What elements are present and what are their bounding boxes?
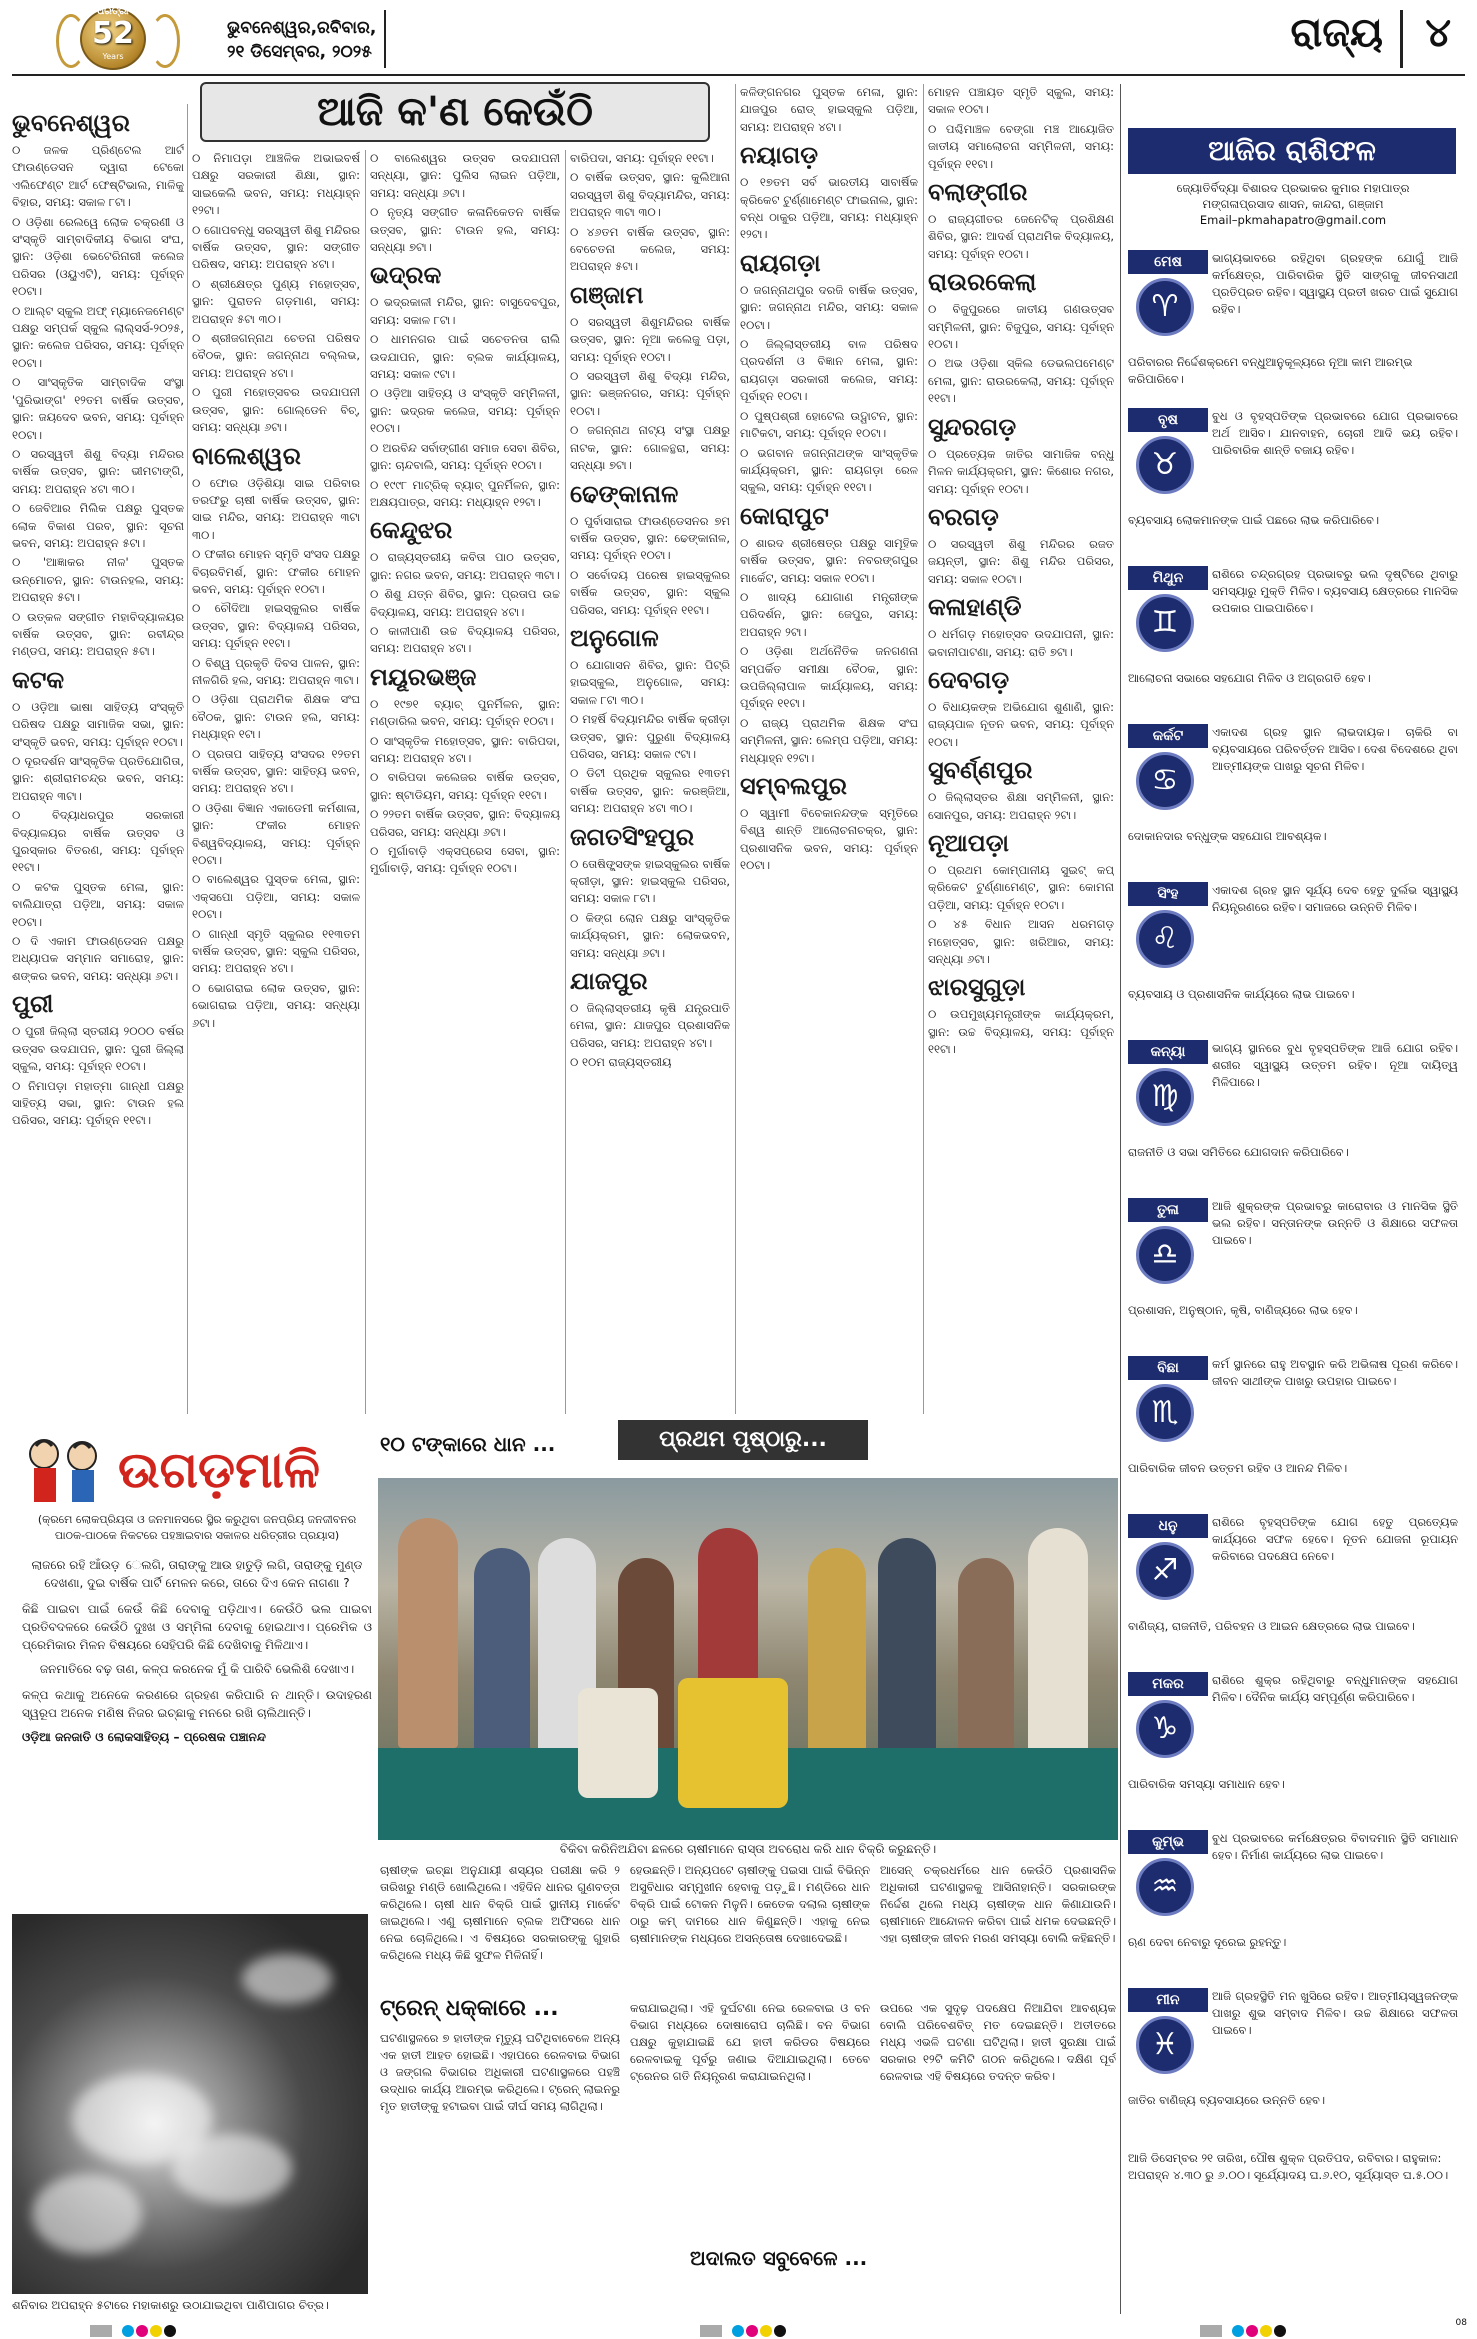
event-item: ୦ ଶାରଦ ଶ୍ରୀଷେତ୍ର ପକ୍ଷରୁ ସାମୂହିକ ବାର୍ଷିକ ଉତ୍ସବ, ସ୍ଥାନ: ନବରଙ୍ଗପୁର ମାର୍କେଟ, ସମୟ: ସକାଳ ୧୦ଟା। [740,535,918,585]
train-story-col-2: କରାଯାଇଥିଲା। ଏହି ଦୁର୍ଘଟଣା ନେଇ ରେଳବାଇ ଓ ବନ ବିଭାଗ ମଧ୍ୟରେ ଦୋଷାରୋପ ଚାଲିଛି। ବନ ବିଭାଗ ପକ୍ଷରୁ କୁହାଯାଇଛି ଯେ ହାତୀ କରିଡର ବିଷୟରେ ରେଳବାଇକୁ ପୂର୍ବରୁ ଜଣାଇ ଦିଆଯାଇଥିଲା। ତେବେ ଟ୍ରେନର ଗତି ନିୟନ୍ତ୍ରଣ କରାଯାଇନଥିଲା। [630,2001,870,2083]
cloud-mass [242,1954,332,2004]
column-rule [365,150,366,1414]
city-heading: ନୟାଗଡ଼ [740,141,819,170]
masthead [12,4,1465,76]
event-item: ୦ ଯୋଗାସନ ଶିବିର, ସ୍ଥାନ: ପିଟ୍ରି ହାଇସ୍କୁଲ, ଅନୁଗୋଳ, ସମୟ: ସକାଳ ୮ଟା ୩୦। [570,657,730,707]
city-heading: କଟକ [12,665,65,694]
event-item: ବାରିପଦା, ସମୟ: ପୂର୍ବାହ୍ନ ୧୧ଟା। [570,151,714,165]
laurel-right [150,14,180,68]
event-item: ୦ ୧୯୯୮ ମାଟ୍ରିକ୍ ବ୍ୟାଚ୍ ପୁନର୍ମିଳନ, ସ୍ଥାନ: ଅକ୍ଷୟପାତ୍ର, ସମୟ: ମଧ୍ୟାହ୍ନ ୧୨ଟା। [370,477,560,509]
poem-verse: ଜନମାତିରେ ବଢ଼ ତାଣ, କଳ୍ପ କରନେକ ମୁଁ କି ପାରିବି ଭେଲିଶି ଦେଖାଏ। [39,1662,355,1676]
event-item: ୦ ଶିଶୁ ଯତ୍ନ ଶିବିର, ସ୍ଥାନ: ପ୍ରତାପ ଉଚ୍ଚ ବିଦ୍ୟାଳୟ, ସମୟ: ଅପରାହ୍ନ ୪ଟା। [370,587,560,619]
zodiac-icon: ♏ [1136,1384,1194,1442]
event-item: ୦ ଗୋପବନ୍ଧୁ ସରସ୍ୱତୀ ଶିଶୁ ମନ୍ଦିରର ବାର୍ଷିକ ଉତ୍ସବ, ସ୍ଥାନ: ସଙ୍ଗୀତ ପରିଷଦ, ସମୟ: ଅପରାହ୍ନ ୪ଟା। [192,222,360,272]
event-item: ୦ ପୁରୀ ମହୋତ୍ସବର ଉଦଯାପନୀ ଉତ୍ସବ, ସ୍ଥାନ: ଗୋଲ୍ଡେନ ବିଚ୍, ସମୟ: ସନ୍ଧ୍ୟା ୬ଟା। [192,385,360,435]
almanac-footer: ଆଜି ଡିସେମ୍ବର ୨୧ ତାରିଖ, ପୌଷ ଶୁକ୍ଳ ପ୍ରତିପଦ, ରବିବାର। ରାହୁକାଳ: ଅପରାହ୍ନ ୪.୩୦ ରୁ ୬.୦୦। ସୂର୍ଯ୍ୟୋଦୟ ଘ.୬.୧୦, ସୂର୍ଯ୍ୟାସ୍ତ ଘ.୫.୦୦। [1128,2151,1449,2182]
sign-reading: ବୁଧ ଓ ବୃହସ୍ପତିଙ୍କ ପ୍ରଭାବରେ ଯୋଗ ପ୍ରଭାବରେ ଅର୍ଥ ଆସିବ। ଯାନବାହନ, ଚୋରୀ ଆଦି ଭୟ ରହିବ। ପାରିବାରିକ ଶାନ୍ତି ବଜାୟ ରହିବ। [1212,409,1458,457]
event-item: ୦ ଶ୍ରୀକ୍ଷେତ୍ର ପୁଣ୍ୟ ମହୋତ୍ସବ, ସ୍ଥାନ: ପୁରାତନ ଗଡ଼ମାଣ, ସମୟ: ଅପରାହ୍ନ ୫ଟା ୩୦। [192,276,360,326]
city-heading: ଭଦ୍ରକ [370,261,442,290]
event-item: ୦ ନୃତ୍ୟ ସଙ୍ଗୀତ କଳାନିକେତନ ବାର୍ଷିକ ଉତ୍ସବ, ସ୍ଥାନ: ଟାଉନ ହଲ, ସମୟ: ସନ୍ଧ୍ୟା ୭ଟା। [370,205,560,255]
event-item: ୦ ନିମାପଡ଼ା ଆଞ୍ଚଳିକ ଅଭାଇବର୍ଷ ପକ୍ଷରୁ ସରକାରୀ ଶିକ୍ଷା, ସ୍ଥାନ: ସାଇକେଲି ଭବନ, ସମୟ: ମଧ୍ୟାହ୍ନ ୧୨ଟା। [192,151,360,218]
event-item: ୦ ପ୍ରତାପ ସାହିତ୍ୟ ସଂସଦର ୧୨ତମ ବାର୍ଷିକ ଉତ୍ସବ, ସ୍ଥାନ: ସାହିତ୍ୟ ଭବନ, ସମୟ: ଅପରାହ୍ନ ୪ଟା। [192,746,360,796]
zodiac-icon: ♎ [1136,1226,1194,1284]
city-heading: ଜଗତସିଂହପୁର [570,822,695,851]
event-item: ୦ ବାରିପଦା କଲେଜର ବାର୍ଷିକ ଉତ୍ସବ, ସ୍ଥାନ: ଷ୍ଟାଡିୟମ, ସମୟ: ପୂର୍ବାହ୍ନ ୧୧ଟା। [370,770,560,802]
event-item: ୦ ଧର୍ମଗଡ଼ ମହୋତ୍ସବ ଉଦଯାପନୀ, ସ୍ଥାନ: ଭବାନୀପାଟଣା, ସମୟ: ରାତି ୭ଟା। [928,627,1114,659]
event-item: ୦ ରାଜ୍ୟଗୀତର ଜେନେଟିକ୍ ପ୍ରଶିକ୍ଷଣ ଶିବିର, ସ୍ଥାନ: ଆଦର୍ଶ ପ୍ରାଥମିକ ବିଦ୍ୟାଳୟ, ସମୟ: ପୂର୍ବାହ୍ନ ୧୦ଟା। [928,212,1114,261]
print-page-number: 08 [1455,2318,1467,2328]
horoscope-sign [1128,1356,1460,1496]
events-column-6 [928,84,1114,1414]
train-story-col-1: ଘଟଣାସ୍ଥଳରେ ୭ ହାତୀଙ୍କ ମୃତ୍ୟୁ ଘଟିଥିବାବେଳେ ଅନ୍ୟ ଏକ ହାତୀ ଆହତ ହୋଇଛି। ଏହାପରେ ରେଳବାଇ ବିଭାଗ ଓ ଜଙ୍ଗଲ ବିଭାଗର ଅଧିକାରୀ ଘଟଣାସ୍ଥଳରେ ପହଞ୍ଚି ଉଦ୍ଧାର କାର୍ଯ୍ୟ ଆରମ୍ଭ କରିଥିଲେ। ଟ୍ରେନ୍ ଲାଇନରୁ ମୃତ ହାତୀଙ୍କୁ ହଟାଇବା ପାଇଁ ଦୀର୍ଘ ସମୟ ଲାଗିଥିଲା। [380,2031,620,2113]
sign-reading: ବୁଧ ପ୍ରଭାବରେ କର୍ମକ୍ଷେତ୍ରର ବିବାଦମାନ ସ୍ଥିତି ସମାଧାନ ହେବ। ନିର୍ମାଣ କାର୍ଯ୍ୟରେ ଲାଭ ପାଇବେ। [1212,1831,1458,1862]
sign-label: ସିଂହ [1128,882,1208,906]
city-heading: ବାଲେଶ୍ୱର [192,441,301,470]
events-column-3 [370,150,560,1414]
sign-reading-extra: ପାରିବାରିକ ସମସ୍ୟା ସମାଧାନ ହେବ। [1128,1777,1285,1791]
zodiac-icon: ♈ [1136,278,1194,336]
horoscope-sign [1128,250,1460,390]
column-rule [187,104,188,1414]
sign-reading: ଆଜି ଗ୍ରହସ୍ଥିତି ମନ ଖୁସିରେ ରହିବ। ଆତ୍ମୀୟସ୍ୱଜନଙ୍କ ପାଖରୁ ଶୁଭ ସମ୍ବାଦ ମିଳିବ। ଉଚ୍ଚ ଶିକ୍ଷାରେ ସଫଳତା ପାଇବେ। [1212,1989,1458,2037]
event-item: ୦ ୧୯୭୧ ବ୍ୟାଚ୍ ପୁନର୍ମିଳନ, ସ୍ଥାନ: ମଣ୍ଡାରିଲ ଭବନ, ସମୟ: ପୂର୍ବାହ୍ନ ୧୦ଟା। [370,696,560,729]
horoscope-sign [1128,1514,1460,1654]
sign-reading-extra: ଦୋକାନଦାର ବନ୍ଧୁଙ୍କ ସହଯୋଗ ଆବଶ୍ୟକ। [1128,829,1327,843]
event-item: ୦ ଓଡ଼ିଶା ଅର୍ଥନୈତିକ ଜନଗଣନା ସମ୍ପର୍କିତ ସମୀକ୍ଷା ବୈଠକ, ସ୍ଥାନ: ଉପଜିଲ୍ଲାପାଳ କାର୍ଯ୍ୟାଳୟ, ସମୟ: ପୂର୍ବାହ୍ନ ୧୧ଟା। [740,644,918,711]
event-item: ୦ ଓଡ଼ିଆ ସାହିତ୍ୟ ଓ ସଂସ୍କୃତି ସମ୍ମିଳନୀ, ସ୍ଥାନ: ଭଦ୍ରକ କଲେଜ, ସମୟ: ପୂର୍ବାହ୍ନ ୧୦ଟା। [370,386,560,436]
event-item: ୦ ଭଦ୍ରକାଳୀ ମନ୍ଦିର, ସ୍ଥାନ: ବାସୁଦେବପୁର, ସମୟ: ସକାଳ ୮ଟା। [370,295,560,327]
paddy-sack [578,1688,658,1798]
person [398,1518,458,1748]
person [808,1548,866,1758]
event-item: ୦ ପୁର୍ବାସାରାଇ ଫାଉଣ୍ଡେସନର ୭ମ ବାର୍ଷିକ ଉତ୍ସବ, ସ୍ଥାନ: ଢେଙ୍କାନାଳ, ସମୟ: ପୂର୍ବାହ୍ନ ୧୦ଟା। [570,513,730,563]
prose-paragraph: କିଛି ପାଇବା ପାଇଁ କେଉଁ କିଛି ଦେବାକୁ ପଡ଼ିଥାଏ। କେଉଁଠି ଭଲ ପାଇବା ପ୍ରତିବଦଳରେ କେଉଁଠି ଦୁଃଖ ଓ ସମ୍ମିଳା ଦେବାକୁ ହୋଇଥାଏ। ପ୍ରେମିକ ଓ ପ୍ରେମିକାର ମିଳନ ବିଷୟରେ ସେହିପରି କିଛି ଦେଖିବାକୁ ମିଳିଥାଏ। [22,1602,372,1652]
person [958,1558,1014,1758]
paddy-sack [678,1678,788,1808]
event-item: ୦ ୨୨ତମ ବାର୍ଷିକ ଉତ୍ସବ, ସ୍ଥାନ: ବିଦ୍ୟାଳୟ ପରିସର, ସମୟ: ସନ୍ଧ୍ୟା ୬ଟା। [370,807,560,839]
event-item: ୦ ବିଜୁପୁରରେ ଜାତୀୟ ଗଣଉତ୍ସବ ସମ୍ମିଳନୀ, ସ୍ଥାନ: ବିଜୁପୁର, ସମୟ: ପୂର୍ବାହ୍ନ ୧୦ଟା। [928,302,1114,352]
event-item: ୦ ଓଡ଼ିଶା ରେଲୱେ ଲୋକ ଚକ୍ରଣୀ ଓ ସଂସ୍କୃତି ସାମ୍ବାଦିକୀୟ ବିଭାଗ ସଂଘ, ସ୍ଥାନ: ଓଡ଼ିଶା ଭେଟେରିନାରୀ କଲେଜ ପରିସର (ଓୟୁଏଟି), ସମୟ: ପୂର୍ବାହ୍ନ ୧୦ଟା। [12,214,184,299]
zodiac-icon: ♐ [1136,1542,1194,1600]
event-item: ୦ ଖାଦ୍ୟ ଯୋଗାଣ ମନ୍ତ୍ରୀଙ୍କ ପରିଦର୍ଶନ, ସ୍ଥାନ: ଜେପୁର, ସମୟ: ଅପରାହ୍ନ ୨ଟା। [740,589,918,639]
city-heading: ଭୁବନେଶ୍ୱର [12,109,130,137]
event-item: ୦ ଫକୀର ମୋହନ ସ୍ମୃତି ସଂସଦ ପକ୍ଷରୁ ବିଚାରବିମର୍ଶ, ସ୍ଥାନ: ଫକୀର ମୋହନ ଭବନ, ସମୟ: ପୂର୍ବାହ୍ନ ୧୦ଟା। [192,547,360,596]
brand-name: ଧରିତ୍ରୀ [97,6,129,17]
paddy-story-col-3: ଆସେନ୍ ଚକ୍ରଧର୍ମରେ ଧାନ କେଉଁଠି ପ୍ରଶାସନିକ ଅଧିକାରୀ ଘଟଣାସ୍ଥଳକୁ ଆସିନାହାନ୍ତି। ସରକାରଙ୍କ ନିର୍ଦ୍ଦେଶ ଥିଲେ ମଧ୍ୟ ଚାଷୀଙ୍କ ଧାନ କିଣାଯାଉନି। ଚାଷୀମାନେ ଆନ୍ଦୋଳନ କରିବା ପାଇଁ ଧମକ ଦେଇଛନ୍ତି। ଏହା ଚାଷୀଙ୍କ ଜୀବନ ମରଣ ସମସ୍ୟା ବୋଲି କହିଛନ୍ତି। [880,1863,1116,1945]
horoscope-sign [1128,408,1460,548]
event-item: ୦ ସରସ୍ୱତୀ ଶିଶୁ ବିଦ୍ୟା ମନ୍ଦିରର ବାର୍ଷିକ ଉତ୍ସବ, ସ୍ଥାନ: ଭୀମଟାଙ୍ଗି, ସମୟ: ଅପରାହ୍ନ ୪ଟା ୩୦। [12,446,184,496]
city-heading: ପୁରୀ [12,990,54,1019]
sign-label: ବୃଷ [1128,408,1208,432]
horoscope-sign [1128,566,1460,706]
city-heading: କେନ୍ଦୁଝର [370,516,453,545]
horoscope-sign [1128,1830,1460,1970]
author-email: Email–pkmahapatro@gmail.com [1199,213,1387,227]
event-item: ୦ ୧୭ତମ ସର୍ବ ଭାରତୀୟ ସାବାର୍ଷିକ କ୍ରିକେଟ ଟୁର୍ଣ୍ଣାମେଣ୍ଟ ଫାଇନାଲ, ସ୍ଥାନ: ବନ୍ଧ ଠାକୁର ପଡ଼ିଆ, ସମୟ: ମଧ୍ୟାହ୍ନ ୧୨ଟା। [740,175,918,242]
sign-reading-extra: ଆଲୋଚନା ସଭାରେ ସହଯୋଗ ମିଳିବ ଓ ଅଗ୍ରଗତି ହେବ। [1128,671,1371,685]
sign-reading: ରାଶିରେ ଚନ୍ଦ୍ରଗ୍ରହ ପ୍ରଭାବରୁ ଭଲ ଦୃଷ୍ଟିରେ ଥିବାରୁ ସମସ୍ୟାରୁ ମୁକ୍ତି ମିଳିବ। ବ୍ୟବସାୟ କ୍ଷେତ୍ରରେ ମାନସିକ ଉପକାର ପାଇପାରିବେ। [1212,567,1458,615]
city-heading: ଦେବଗଡ଼ [928,665,1010,694]
dateline-place-day: ଭୁବନେଶ୍ୱର,ରବିବାର, [227,18,377,38]
farmers-paddy-photo [378,1478,1118,1840]
event-item: ୦ ବାଲେଶ୍ୱର ଉତ୍ସବ ଉଦଯାପନୀ ସନ୍ଧ୍ୟା, ସ୍ଥାନ: ପୁଲିସ ଲାଇନ ପଡ଼ିଆ, ସମୟ: ସନ୍ଧ୍ୟା ୬ଟା। [370,151,560,200]
event-item: ୦ ଜଗନ୍ନାଥପୁର ଦରଜି ବାର୍ଷିକ ଉତ୍ସବ, ସ୍ଥାନ: ଜଗନ୍ନାଥ ମନ୍ଦିର, ସମୟ: ସକାଳ ୧୦ଟା। [740,282,918,332]
sign-reading: ଭାଗ୍ୟଭାବରେ ରହିଥିବା ଗ୍ରହଙ୍କ ଯୋଗୁଁ ଆଜି କର୍ମକ୍ଷେତ୍ର, ପାରିବାରିକ ସ୍ଥିତି ସାଙ୍ଗକୁ ଜୀବନସାଥୀ ପ୍ରତିପ୍ରତ ରହିବ। ସ୍ୱାସ୍ଥ୍ୟ ପ୍ରତୀ ଖରଚ ପାଇଁ ସୁଯୋଗ ରହିବ। [1212,251,1458,316]
event-item: ୦ ମୁର୍ଗାବାଡ଼ି ଏକ୍ସପ୍ରେସ ସେବା, ସ୍ଥାନ: ମୁର୍ଗାବାଡ଼ି, ସମୟ: ପୂର୍ବାହ୍ନ ୧୦ଟା। [370,844,560,876]
event-item: ୦ ୧୦ମ ରାଜ୍ୟସ୍ତରୀୟ [570,1055,672,1070]
event-item: ୦ ମହର୍ଷି ବିଦ୍ୟାମନ୍ଦିର ବାର୍ଷିକ କ୍ରୀଡ଼ା ଉତ୍ସବ, ସ୍ଥାନ: ପୁରୁଣା ବିଦ୍ୟାଳୟ ପରିସର, ସମୟ: ସକାଳ ୯ଟା। [570,712,730,761]
event-item: ୦ ରାଜ୍ୟ ପ୍ରାଥମିକ ଶିକ୍ଷକ ସଂଘ ସମ୍ମିଳନୀ, ସ୍ଥାନ: ଲେମ୍ପ ପଡ଼ିଆ, ସମୟ: ମଧ୍ୟାହ୍ନ ୧୨ଟା। [740,715,918,765]
sign-reading-extra: ପାରିବାରିକ ଜୀବନ ଉତ୍ତମ ରହିବ ଓ ଆନନ୍ଦ ମିଳିବ। [1128,1461,1348,1475]
train-story-col-3: ଉପରେ ଏକ ସୁଦୃଢ଼ ପଦକ୍ଷେପ ନିଆଯିବା ଆବଶ୍ୟକ ବୋଲି ପରିବେଶବିତ୍ ମତ ଦେଇଛନ୍ତି। ଅତୀତରେ ମଧ୍ୟ ଏଭଳି ଘଟଣା ଘଟିଥିଲା। ହାତୀ ସୁରକ୍ଷା ପାଇଁ ସରକାର ୧୨ଟି କମିଟି ଗଠନ କରିଥିଲେ। ଦକ୍ଷିଣ ପୂର୍ବ ରେଳବାଇ ଏହି ବିଷୟରେ ତଦନ୍ତ କରିବ। [880,2001,1116,2083]
event-item: ୦ ଦୂରଦର୍ଶନ ସାଂସ୍କୃତିକ ପ୍ରତିଯୋଗିତା, ସ୍ଥାନ: ଶ୍ରୀରାମଚନ୍ଦ୍ର ଭବନ, ସମୟ: ଅପରାହ୍ନ ୩ଟା। [12,754,184,803]
sign-label: କୁମ୍ଭ [1128,1830,1208,1854]
event-item: ୦ ସାଂସ୍କୃତିକ ମହୋତ୍ସବ, ସ୍ଥାନ: ବାରିପଦା, ସମୟ: ଅପରାହ୍ନ ୪ଟା। [370,733,560,765]
city-heading: ଢେଙ୍କାନାଳ [570,479,679,508]
zodiac-icon: ♓ [1136,2016,1194,2074]
person [698,1528,758,1688]
events-column-2 [192,150,360,1414]
event-item: ୦ ୪୫ ବିଧାନ ଆସନ ଧରମଗଡ଼ ମହୋତ୍ସବ, ସ୍ଥାନ: ଖରିଆର, ସମୟ: ସନ୍ଧ୍ୟା ୬ଟା। [928,917,1114,966]
divider [384,10,386,68]
author-address: ମଙ୍ଗଳାପ୍ରସାଦ ଶାସନ, କାନ୍ଦରା, ଗଞ୍ଜାମ [1202,197,1384,211]
event-item: ୦ ବିଦ୍ୟାଧରପୁର ସରକାରୀ ବିଦ୍ୟାଳୟର ବାର୍ଷିକ ଉତ୍ସବ ଓ ପୁରସ୍କାର ବିତରଣ, ସମୟ: ପୂର୍ବାହ୍ନ ୧୧ଟା। [12,808,184,875]
sign-label: ଧନୁ [1128,1514,1208,1538]
city-heading: ନୂଆପଡ଼ା [928,828,1009,857]
person [1028,1528,1088,1758]
event-item: ୦ ସ୍ୱାମୀ ବିବେକାନନ୍ଦଙ୍କ ସ୍ମୃତିରେ ବିଶ୍ୱ ଶାନ୍ତି ଆଲୋଚନାଚକ୍ର, ସ୍ଥାନ: ପ୍ରଶାସନିକ ଭବନ, ସମୟ: ପୂର୍ବାହ୍ନ ୧୦ଟା। [740,806,918,873]
event-item: ୦ କିଙ୍ଗ ଲୋନ ପକ୍ଷରୁ ସାଂସ୍କୃତିକ କାର୍ଯ୍ୟକ୍ରମ, ସ୍ଥାନ: ଲୋକଭବନ, ସମୟ: ସନ୍ଧ୍ୟା ୬ଟା। [570,910,730,960]
sign-label: କନ୍ୟା [1128,1040,1208,1064]
city-heading: କଳାହାଣ୍ଡି [928,593,1022,622]
sign-reading: ରାଶିରେ ବୃହସ୍ପତିଙ୍କ ଯୋଗ ହେତୁ ପ୍ରତ୍ୟେକ କାର୍ଯ୍ୟରେ ସଫଳ ହେବେ। ନୂତନ ଯୋଜନା ରୂପାୟନ କରିବାରେ ପଦକ୍ଷେପ ନେବେ। [1212,1515,1458,1563]
newspaper-logo [42,6,192,72]
events-column-4 [570,150,730,1414]
cloud-mass [172,2134,292,2204]
sign-reading-extra: ପ୍ରଶାସନ, ଅନୁଷ୍ଠାନ, କୃଷି, ବାଣିଜ୍ୟରେ ଲାଭ ହେବ। [1128,1303,1358,1317]
sign-reading-extra: ବାଣିଜ୍ୟ, ରାଜନୀତି, ପରିବହନ ଓ ଆଇନ କ୍ଷେତ୍ରରେ ଲାଭ ପାଇବେ। [1128,1619,1415,1633]
event-item: ୦ ଆଲ୍ଟ ସ୍କୁଲ ଅଫ୍ ମ୍ୟାନେଜମେଣ୍ଟ ପକ୍ଷରୁ ସମ୍ପର୍କ ସ୍କୁଲ ଲାଲ୍ସର୍ସ-୨୦୨୫, ସ୍ଥାନ: କଲେଜ ପରିସର, ସମୟ: ପୂର୍ବାହ୍ନ ୧୦ଟା। [12,303,184,370]
event-item: ୦ କଟକ ପୁସ୍ତକ ମେଳା, ସ୍ଥାନ: ବାଲିଯାତ୍ରା ପଡ଼ିଆ, ସମୟ: ସକାଳ ୧୦ଟା। [12,879,184,929]
sign-label: ତୁଳା [1128,1198,1208,1222]
event-item: ୦ ଚୌଦିଆ ହାଇସ୍କୁଲର ବାର୍ଷିକ ଉତ୍ସବ, ସ୍ଥାନ: ବିଦ୍ୟାଳୟ ପରିସର, ସମୟ: ପୂର୍ବାହ୍ନ ୧୧ଟା। [192,601,360,651]
event-item: ୦ ସର୍ବୋଦୟ ପରେଷ ହାଇସ୍କୁଲର ବାର୍ଷିକ ଉତ୍ସବ, ସ୍ଥାନ: ସ୍କୁଲ ପରିସର, ସମୟ: ପୂର୍ବାହ୍ନ ୧୧ଟା। [570,567,730,617]
dateline [227,16,376,64]
event-item: ୦ ପ୍ରତ୍ୟେକ ଜାତିର ସାମାଜିକ ବନ୍ଧୁ ମିଳନ କାର୍ଯ୍ୟକ୍ରମ, ସ୍ଥାନ: କିଶୋର ନଗର, ସମୟ: ପୂର୍ବାହ୍ନ ୧୦ଟା। [928,446,1114,496]
author-name: ଜ୍ୟୋତିର୍ବିଦ୍ୟା ବିଶାରଦ ପ୍ରଭାକର କୁମାର ମହାପାତ୍ର [1176,181,1410,195]
event-item: ୦ ପଶ୍ଚିମାଞ୍ଚଳ ବେଙ୍ଗା ମଞ୍ଚ ଆୟୋଜିତ ଜାତୀୟ ସମାଲୋଚନା ସମ୍ମିଳନୀ, ସମୟ: ପୂର୍ବାହ୍ନ ୧୧ଟା। [928,121,1114,171]
event-item: ୦ ସରସ୍ୱତୀ ଶିଶୁ ବିଦ୍ୟା ମନ୍ଦିର, ସ୍ଥାନ: ଭଞ୍ଜନଗର, ସମୟ: ପୂର୍ବାହ୍ନ ୧୦ଟା। [570,369,730,418]
years-label: Years [102,52,124,61]
event-item: ୦ ଗାନ୍ଧୀ ସ୍ମୃତି ସ୍କୁଲର ୧୧୩ତମ ବାର୍ଷିକ ଉତ୍ସବ, ସ୍ଥାନ: ସ୍କୁଲ ପରିସର, ସମୟ: ଅପରାହ୍ନ ୪ଟା। [192,926,360,976]
event-item: ୦ ଉତ୍କଳ ସଙ୍ଗୀତ ମହାବିଦ୍ୟାଳୟର ବାର୍ଷିକ ଉତ୍ସବ, ସ୍ଥାନ: ରବୀନ୍ଦ୍ର ମଣ୍ଡପ, ସମୟ: ଅପରାହ୍ନ ୫ଟା। [12,609,184,659]
paddy-story-kicker: ୧୦ ଟଙ୍କାରେ ଧାନ ... [380,1432,556,1456]
event-item: ୦ ଅଭ ଓଡ଼ିଶା ସ୍କିଲ ଡେଭଲପମେଣ୍ଟ ମେଳା, ସ୍ଥାନ: ରାଉରକେଲା, ସମୟ: ପୂର୍ବାହ୍ନ ୧୧ଟା। [928,356,1114,406]
event-item: ୦ ଶ୍ରୀଜଗନ୍ନାଥ ଚେତନା ପରିଷଦ ବୈଠକ, ସ୍ଥାନ: ଜଗନ୍ନାଥ ବଲ୍ଲଭ, ସମୟ: ଅପରାହ୍ନ ୪ଟା। [192,331,360,380]
paddy-story-col-2: ହେଉଛନ୍ତି। ଅନ୍ୟପଟେ ଚାଷୀଙ୍କୁ ପଇସା ପାଇଁ ବିଭିନ୍ନ ଅସୁବିଧାର ସମ୍ମୁଖୀନ ହେବାକୁ ପଡ଼ୁଛି। ମଣ୍ଡିରେ ଧାନ ବିକ୍ରି ପାଇଁ ଟୋକନ ମିଳୁନି। କେତେକ ଦଲାଲ ଚାଷୀଙ୍କ ଠାରୁ କମ୍ ଦାମରେ ଧାନ କିଣୁଛନ୍ତି। ଏହାକୁ ନେଇ ଚାଷୀମାନଙ୍କ ମଧ୍ୟରେ ଅସନ୍ତୋଷ ଦେଖାଦେଇଛି। [630,1863,870,1945]
sign-reading: ଆଜି ଶୁକ୍ରଙ୍କ ପ୍ରଭାବରୁ କାରୋବାର ଓ ମାନସିକ ସ୍ଥିତି ଭଲ ରହିବ। ସନ୍ତାନଙ୍କ ଉନ୍ନତି ଓ ଶିକ୍ଷାରେ ସଫଳତା ପାଇବେ। [1212,1199,1458,1247]
event-item: ୦ ନିମାପଡ଼ା ମହାତ୍ମା ଗାନ୍ଧୀ ପକ୍ଷରୁ ସାହିତ୍ୟ ସଭା, ସ୍ଥାନ: ଟାଉନ ହଲ ପରିସର, ସମୟ: ପୂର୍ବାହ୍ନ ୧୧ଟା। [12,1078,184,1128]
satellite-caption: ଶନିବାର ଅପରାହ୍ନ ୫ଟାରେ ମହାକାଶରୁ ଉଠାଯାଇଥିବା ପାଣିପାଗର ଚିତ୍ର। [12,2298,329,2312]
event-item: ୦ ଜିଲ୍ଲାସ୍ତର ଶିକ୍ଷା ସମ୍ମିଳନୀ, ସ୍ଥାନ: ସୋନପୁର, ସମୟ: ଅପରାହ୍ନ ୨ଟା। [928,790,1114,822]
person [878,1538,936,1758]
events-header: ଆଜି କ'ଣ କେଉଁଠି [200,82,710,142]
event-item: ୦ ସରସ୍ୱତୀ ଶିଶୁମନ୍ଦିରର ବାର୍ଷିକ ଉତ୍ସବ, ସ୍ଥାନ: ନୂଆ କଲେଜୁ ପଡ଼ା, ସମୟ: ପୂର୍ବାହ୍ନ ୧୦ଟା। [570,314,730,364]
event-item: ୦ ଜିଲ୍ଲାସ୍ତରୀୟ କୃଷି ଯନ୍ତ୍ରପାତି ମେଳା, ସ୍ଥାନ: ଯାଜପୁର ପ୍ରଶାସନିକ ପରିସର, ସମୟ: ଅପରାହ୍ନ ୪ଟା। [570,1001,730,1050]
sign-reading-extra: ବ୍ୟବସାୟ ଓ ପ୍ରଶାସନିକ କାର୍ଯ୍ୟରେ ଲାଭ ପାଇବେ। [1128,987,1355,1001]
person [474,1548,530,1758]
event-item: ୦ କାଳୀପାଣି ଉଚ୍ଚ ବିଦ୍ୟାଳୟ ପରିସର, ସମୟ: ଅପରାହ୍ନ ୪ଟା। [370,623,560,656]
event-item: ୦ ୪୬ତମ ବାର୍ଷିକ ଉତ୍ସବ, ସ୍ଥାନ: ବେଚେତନା କଲେଜ, ସମୟ: ଅପରାହ୍ନ ୫ଟା। [570,224,730,274]
event-item: ୦ ବିଶ୍ୱ ପ୍ରକୃତି ଦିବସ ପାଳନ, ସ୍ଥାନ: ନୀଳଗିରି ହଲ, ସମୟ: ଅପରାହ୍ନ ୩ଟା। [192,655,360,687]
event-item: ୦ ଦି ଏକାମ ଫାଉଣ୍ଡେସନ ପକ୍ଷରୁ ଅଧ୍ୟାପକ ସମ୍ମାନ ସମାରୋହ, ସ୍ଥାନ: ଶଙ୍କର ଭବନ, ସମୟ: ସନ୍ଧ୍ୟା ୬ଟା। [12,934,184,983]
event-item: ୦ ପୁଷ୍ପଶ୍ରୀ ହୋଟେଲ ଉଦ୍ଘାଟନ, ସ୍ଥାନ: ମାଟିକଟା, ସମୟ: ପୂର୍ବାହ୍ନ ୧୦ଟା। [740,408,918,441]
train-story-headline: ଟ୍ରେନ୍ ଧକ୍କାରେ ... [380,1996,559,2021]
sign-reading: ଏକାଦଶ ଗ୍ରହ ସ୍ଥାନ ସୂର୍ଯ୍ୟ ଦେବ ହେତୁ ଦୁର୍ଲଭ ସ୍ୱାସ୍ଥ୍ୟ ନିୟନ୍ତ୍ରଣରେ ରହିବ। ସମାଜରେ ଉନ୍ନତି ମିଳିବ। [1212,883,1458,914]
print-registration-bar [700,2322,788,2334]
event-item: ୦ ଓଡ଼ିଆ ଭାଷା ସାହିତ୍ୟ ସଂସ୍କୃତି ପରିଷଦ ପକ୍ଷରୁ ସାମାଜିକ ସଭା, ସ୍ଥାନ: ସଂସ୍କୃତି ଭବନ, ସମୟ: ପୂର୍ବାହ୍ନ ୧୦ଟା। [12,699,184,749]
satellite-weather-image [12,1914,368,2294]
city-heading: ମୟୂରଭଞ୍ଜ [370,662,477,691]
prose-paragraph: କଳ୍ପ କଥାକୁ ଅନେକେ କରଣରେ ଗ୍ରହଣ କରିପାରି ନ ଥାନ୍ତି। ଉଦାହରଣ ସ୍ୱରୂପ ଅନେକ ମଣିଷ ନିଜର ଇଚ୍ଛାକୁ ମନରେ ରଖି ଚାଲିଥାନ୍ତି। [22,1688,372,1720]
horoscope-author [1130,180,1456,228]
event-item: ୦ ବାର୍ଷିକ ଉତ୍ସବ, ସ୍ଥାନ: କୁଲିଆନା ସରସ୍ୱତୀ ଶିଶୁ ବିଦ୍ୟାମନ୍ଦିର, ସମୟ: ଅପରାହ୍ନ ୩ଟା ୩୦। [570,170,730,220]
sign-label: ମେଷ [1128,250,1208,274]
sign-reading-extra: ରାଜନୀତି ଓ ସଭା ସମିତିରେ ଯୋଗଦାନ କରିପାରିବେ। [1128,1145,1349,1159]
event-item: ୦ ସାଂସ୍କୃତିକ ସାମ୍ବାଦିକ ସଂସ୍ଥା 'ପୁରିଭାଙ୍ଗ' ୧୨ତମ ବାର୍ଷିକ ଉତ୍ସବ, ସ୍ଥାନ: ଜୟଦେବ ଭବନ, ସମୟ: ପୂର୍ବାହ୍ନ ୧୦ଟା। [12,375,184,442]
city-heading: ସୁବର୍ଣ୍ଣପୁର [928,756,1033,785]
divider [1400,10,1403,68]
event-item: ୦ 'ଆଜ୍ଞାକର ନୀଳ' ପୁସ୍ତକ ଉନ୍ମୋଚନ, ସ୍ଥାନ: ଟାଉନହଲ, ସମୟ: ଅପରାହ୍ନ ୫ଟା। [12,555,184,605]
photo-caption: ବିକିବା କରିନିଅଯିବା ଛଳରେ ଚାଷୀମାନେ ରାସ୍ତା ଅବରୋଧ କରି ଧାନ ବିକ୍ରି କରୁଛନ୍ତି। [559,1842,937,1856]
events-column-5 [740,84,918,1414]
column-rule [565,150,566,1414]
cartoon-subtitle: (କ୍ରମେ ଲୋକପ୍ରିୟତା ଓ ଜନମାନସରେ ସ୍ଥିର କରୁଥିବା ଜନପ୍ରିୟ ଜନଜୀବନର ପାଠକ-ପାଠକେ ନିକଟରେ ପହଞ୍ଚାଇବାର ସକାଳର ଧରିତ୍ରୀର ପ୍ରୟାସ) [37,1513,357,1542]
city-heading: ସମ୍ବଲପୁର [740,772,847,800]
section-title: ରାଜ୍ୟ [1290,10,1383,56]
sign-reading-extra: ପରିବାରର ନିର୍ଦ୍ଦେଶକ୍ରମେ ବନ୍ଧୁଆନୁକୂଳ୍ୟରେ ନୂଆ କାମ ଆରମ୍ଭ କରିପାରିବେ। [1128,355,1413,386]
event-item: ୦ ଧାମନଗର ପାଇଁ ସଚେତନତା ରାଲି ଉଦଯାପନ, ସ୍ଥାନ: ବ୍ଲକ କାର୍ଯ୍ୟାଳୟ, ସମୟ: ସକାଳ ୯ଟା। [370,332,560,382]
sign-reading-extra: ବ୍ୟବସାୟ ଲୋକମାନଙ୍କ ପାଇଁ ପଛରେ ଲାଭ କରିପାରିବେ। [1128,513,1380,527]
print-registration-bar [90,2322,178,2334]
city-heading: କୋରାପୁଟ [740,501,829,530]
cartoon-title: ଉଗଡ଼ମାଳି [118,1441,320,1499]
cartoon-figures-icon [22,1434,108,1506]
sign-reading: ରାଶିରେ ଶୁକ୍ର ରହିଥିବାରୁ ବନ୍ଧୁମାନଙ୍କ ସହଯୋଗ ମିଳିବ। ଦୈନିକ କାର୍ଯ୍ୟ ସମ୍ପୂର୍ଣ୍ଣ କରିପାରିବେ। [1212,1673,1458,1704]
sign-label: ବିଛା [1128,1356,1208,1380]
event-item: କଳିଙ୍ଗନଗର ପୁସ୍ତକ ମେଳା, ସ୍ଥାନ: ଯାଜପୁର ରୋଡ୍ ହାଇସ୍କୁଲ ପଡ଼ିଆ, ସମୟ: ଅପରାହ୍ନ ୪ଟା। [740,85,918,134]
city-heading: ବରଗଡ଼ [928,502,999,531]
event-item: ୦ ଓଡ଼ିଶା ବିଜ୍ଞାନ ଏକାଡେମୀ କର୍ମଶାଳା, ସ୍ଥାନ: ଫକୀର ମୋହନ ବିଶ୍ୱବିଦ୍ୟାଳୟ, ସମୟ: ପୂର୍ବାହ୍ନ ୧୦ଟା। [192,800,360,868]
zodiac-icon: ♊ [1136,594,1194,652]
city-heading: ଯାଜପୁର [570,967,648,996]
horoscope-sign [1128,1672,1460,1812]
page-number: ୪ [1425,10,1451,56]
event-item: ୦ ଜିଲ୍ଲାସ୍ତରୀୟ ବାଳ ପରିଷଦ ପ୍ରଦର୍ଶନୀ ଓ ବିଜ୍ଞାନ ମେଳା, ସ୍ଥାନ: ରାୟଗଡ଼ା ସରକାରୀ କଲେଜ, ସମୟ: ପୂର୍ବାହ୍ନ ୧୦ଟା। [740,337,918,404]
zodiac-icon: ♒ [1136,1858,1194,1916]
city-heading: ରାୟଗଡ଼ା [740,248,821,277]
sign-label: କର୍କଟ [1128,724,1208,748]
cartoon-masthead [22,1434,372,1504]
sign-label: ମୀନ [1128,1988,1208,2012]
cartoon-signature: ଓଡ଼ିଆ ଜନଜାତି ଓ ଲୋକସାହିତ୍ୟ – ପ୍ରେଷକ ପଞ୍ଚାନନ୍ଦ [22,1730,266,1744]
cartoon-body [22,1556,372,1752]
sign-reading-extra: ଋଣ ଦେବା ନେବାରୁ ଦୂରେଇ ରୁହନ୍ତୁ। [1128,1935,1287,1949]
zodiac-icon: ♌ [1136,910,1194,968]
column-rule [1120,84,1121,2314]
event-item: ୦ ଭୋଗରାଇ ଲୋକ ଉତ୍ସବ, ସ୍ଥାନ: ଭୋଗରାଇ ପଡ଼ିଆ, ସମୟ: ସନ୍ଧ୍ୟା ୬ଟା। [192,980,360,1030]
dateline-date: ୨୧ ଡିସେମ୍ବର, ୨୦୨୫ [227,42,372,62]
event-item: ୦ ଅରବିନ୍ଦ ସର୍ବାଙ୍ଗୀଣ ସମାଜ ସେବା ଶିବିର, ସ୍ଥାନ: ଚାନ୍ଦବାଲି, ସମୟ: ପୂର୍ବାହ୍ନ ୧୦ଟା। [370,440,560,473]
sign-reading: ଭାଗ୍ୟ ସ୍ଥାନରେ ବୁଧ ବୃହସ୍ପତିଙ୍କ ଆଜି ଯୋଗ ରହିବ। ଶରୀର ସ୍ୱାସ୍ଥ୍ୟ ଉତ୍ତମ ରହିବ। ନୂଆ ଦାୟିତ୍ୱ ମିଳିପାରେ। [1212,1041,1458,1089]
zodiac-icon: ♍ [1136,1068,1194,1126]
events-column-1 [12,104,184,1414]
event-item: ୦ ଭଗବାନ ଜଗନ୍ନାଥଙ୍କ ସାଂସ୍କୃତିକ କାର୍ଯ୍ୟକ୍ରମ, ସ୍ଥାନ: ରାୟଗଡ଼ା ରେଳ ସ୍କୁଲ, ସମୟ: ପୂର୍ବାହ୍ନ ୧୧ଟା। [740,445,918,495]
city-heading: ବଲାଙ୍ଗୀର [928,178,1028,207]
zodiac-icon: ♋ [1136,752,1194,810]
sign-label: ମକର [1128,1672,1208,1696]
city-heading: ସୁନ୍ଦରଗଡ଼ [928,412,1017,441]
column-rule [735,84,736,1414]
event-item: ମୋହନ ପଞ୍ଚାୟତ ସ୍ମୃତି ସ୍କୁଲ, ସମୟ: ସକାଳ ୧୦ଟା। [928,85,1114,117]
event-item: ୦ ଫୋର ଓଡ଼ିଶିୟା ସାଇ ପରିବାର ତରଫରୁ ଚାଷୀ ବାର୍ଷିକ ଉତ୍ସବ, ସ୍ଥାନ: ସାଇ ମନ୍ଦିର, ସମୟ: ଅପରାହ୍ନ ୩ଟା ୩୦। [192,475,360,542]
event-item: ୦ ଜେବିଆର ମିଲିକ ପକ୍ଷରୁ ପୁସ୍ତକ ଲୋକ ବିକାଶ ପରବ, ସ୍ଥାନ: ସୂଚନା ଭବନ, ସମୟ: ଅପରାହ୍ନ ୫ଟା। [12,501,184,550]
horoscope-sign [1128,724,1460,864]
zodiac-icon: ♑ [1136,1700,1194,1758]
sign-label: ମିଥୁନ [1128,566,1208,590]
zodiac-icon: ♉ [1136,436,1194,494]
event-item: ୦ ସରସ୍ୱତୀ ଶିଶୁ ମନ୍ଦିରର ରଜତ ଜୟନ୍ତୀ, ସ୍ଥାନ: ଶିଶୁ ମନ୍ଦିର ପରିସର, ସମୟ: ସକାଳ ୧୦ଟା। [928,536,1114,586]
event-item: ୦ ଓଡ଼ିଶା ପ୍ରାଥମିକ ଶିକ୍ଷକ ସଂଘ ବୈଠକ, ସ୍ଥାନ: ଟାଉନ ହଲ, ସମୟ: ମଧ୍ୟାହ୍ନ ୧ଟା। [192,692,360,742]
years-number: 52 [92,16,134,51]
event-item: ୦ ଉପମୁଖ୍ୟମନ୍ତ୍ରୀଙ୍କ କାର୍ଯ୍ୟକ୍ରମ, ସ୍ଥାନ: ଉଚ୍ଚ ବିଦ୍ୟାଳୟ, ସମୟ: ପୂର୍ବାହ୍ନ ୧୧ଟା। [928,1007,1114,1057]
horoscope-header: ଆଜିର ରାଶିଫଳ [1128,128,1456,174]
event-item: ୦ ତୋଷିଙ୍କ୍ସଙ୍କ ହାଇସ୍କୁଲର ବାର୍ଷିକ କ୍ରୀଡ଼ା, ସ୍ଥାନ: ହାଇସ୍କୁଲ ପରିସର, ସମୟ: ସକାଳ ୮ଟା। [570,856,730,906]
paddy-story-col-1: ଚାଷୀଙ୍କ ଇଚ୍ଛା ଅନୁଯାୟୀ ଶସ୍ୟର ପରୀକ୍ଷା କରି ୨ ତାରିଖରୁ ମଣ୍ଡି ଖୋଲିଥିଲେ। ଏହିଦିନ ଧାନର ଗୁଣବତ୍ତା କରିଥିଲେ। ଚାଷୀ ଧାନ ବିକ୍ରି ପାଇଁ ସ୍ଥାନୀୟ ମାର୍କେଟ ଜାଇଥିଲେ। ଏଣୁ ଚାଷୀମାନେ ବ୍ଲକ ଅଫିସରେ ଧାନ ନେଇ ଚୋଳିଥିଲେ। ଏ ବିଷୟରେ ସରକାରଙ୍କୁ ଗୁହାରି କରିଥିଲେ ମଧ୍ୟ କିଛି ସୁଫଳ ମିଳିନାହିଁ। [380,1863,620,1962]
column-rule [923,84,924,1414]
event-item: ୦ ପୁରୀ ଜିଲ୍ଲା ସ୍ତରୀୟ ୨୦୦୦ ବର୍ଷର ଉତ୍ସବ ଉଦଯାପନ, ସ୍ଥାନ: ପୁରୀ ଜିଲ୍ଲା ସ୍କୁଲ, ସମୟ: ପୂର୍ବାହ୍ନ ୧୦ଟା। [12,1024,184,1074]
sign-reading: କର୍ମ ସ୍ଥାନରେ ରାହୁ ଅବସ୍ଥାନ କରି ଅଭିଳାଷ ପୂରଣ କରିବେ। ଜୀବନ ସାଥୀଙ୍କ ପାଖରୁ ଉପହାର ପାଇବେ। [1212,1357,1458,1388]
event-item: ୦ ଜଗନ୍ନାଥ ନାଟ୍ୟ ସଂସ୍ଥା ପକ୍ଷରୁ ନାଟକ, ସ୍ଥାନ: ଗୋଳନ୍ଥରା, ସମୟ: ସନ୍ଧ୍ୟା ୭ଟା। [570,423,730,473]
sign-reading-extra: ଜାତିର ବାଣିଜ୍ୟ ବ୍ୟବସାୟରେ ଉନ୍ନତି ହେବ। [1128,2093,1326,2107]
event-item: ୦ ବିଧାୟକଙ୍କ ଅଭିଯୋଗ ଶୁଣାଣି, ସ୍ଥାନ: ରାଜ୍ୟପାଳ ନୂତନ ଭବନ, ସମୟ: ପୂର୍ବାହ୍ନ ୧୦ଟା। [928,699,1114,749]
event-item: ୦ ପ୍ରଥମ କୋମ୍ପାନୀୟ ସୁଇଟ୍ କପ୍ କ୍ରିକେଟ ଟୁର୍ଣ୍ଣାମେଣ୍ଟ, ସ୍ଥାନ: କୋମନା ପଡ଼ିଆ, ସମୟ: ପୂର୍ବାହ୍ନ ୧୦ଟା। [928,862,1114,912]
city-heading: ରାଉରକେଲା [928,268,1037,297]
print-registration-bar [1200,2322,1288,2334]
event-item: ୦ ବାଲେଶ୍ୱର ପୁସ୍ତକ ମେଳା, ସ୍ଥାନ: ଏକ୍ସପୋ ପଡ଼ିଆ, ସମୟ: ସକାଳ ୧୦ଟା। [192,872,360,922]
city-heading: ଝାରସୁଗୁଡ଼ା [928,973,1026,1002]
sign-reading: ଏକାଦଶ ଗ୍ରହ ସ୍ଥାନ ଲାଭଦାୟକ। ଚାକିରି ବା ବ୍ୟବସାୟରେ ପରିବର୍ତ୍ତନ ଆସିବ। ଦେଶ ବିଦେଶରେ ଥିବା ଆତ୍ମୀୟଙ୍କ ପାଖରୁ ସୂଚନା ମିଳିବ। [1212,725,1458,773]
event-item: ୦ ଡିଟୀ ପ୍ରଥିକ ସ୍କୁଲର ୧୩ତମ ବାର୍ଷିକ ଉତ୍ସବ, ସ୍ଥାନ: କରଞ୍ଜିଆ, ସମୟ: ଅପରାହ୍ନ ୪ଟା ୩୦। [570,766,730,816]
city-heading: ଅନୁଗୋଳ [570,623,659,652]
court-story-headline: ଅଦାଲତ ସବୁବେଳେ ... [690,2246,868,2270]
front-page-continued-tab: ପ୍ରଥମ ପୃଷ୍ଠାରୁ... [618,1420,868,1460]
city-heading: ଗଞ୍ଜାମ [570,280,644,309]
cloud-mass [32,2174,142,2254]
event-item: ୦ ଜଳକ ପ୍ରିଣ୍ଟେଲ ଆର୍ଟ ଫାଉଣ୍ଡେସନ ଦ୍ୱାରା ଟେକୋ ଏଲିଫେଣ୍ଟ ଆର୍ଟ ଫେଷ୍ଟିଭାଲ, ମାଳିକୁ ବିହାର, ସମୟ: ସକାଳ ୮ଟା। [12,143,184,210]
cartoon-column [12,1426,372,1910]
horoscope-sign [1128,1988,1460,2128]
event-item: ୦ ରାଜ୍ୟସ୍ତରୀୟ କବିତା ପାଠ ଉତ୍ସବ, ସ୍ଥାନ: ନଗର ଭବନ, ସମୟ: ଅପରାହ୍ନ ୩ଟା। [370,550,560,582]
horoscope-sign [1128,1198,1460,1338]
horoscope-sign [1128,1040,1460,1180]
poem-verse: ଲାଜରେ ରହି ଆଁଉଡ଼ େଲଗି, ତାରାଙ୍କୁ ଆଉ ହାତୁଡ଼ି ଲଗି, ତାରାଙ୍କୁ ମୁଣ୍ଡ ଦେଖଣା, ଦୁଇ ବାର୍ଷିକ ପାର୍ଟି ମେଳନ କରେ, ତାରେ ଦିଏ କେନ ନାଗଣା ? [31,1558,363,1590]
horoscope-sign [1128,882,1460,1022]
